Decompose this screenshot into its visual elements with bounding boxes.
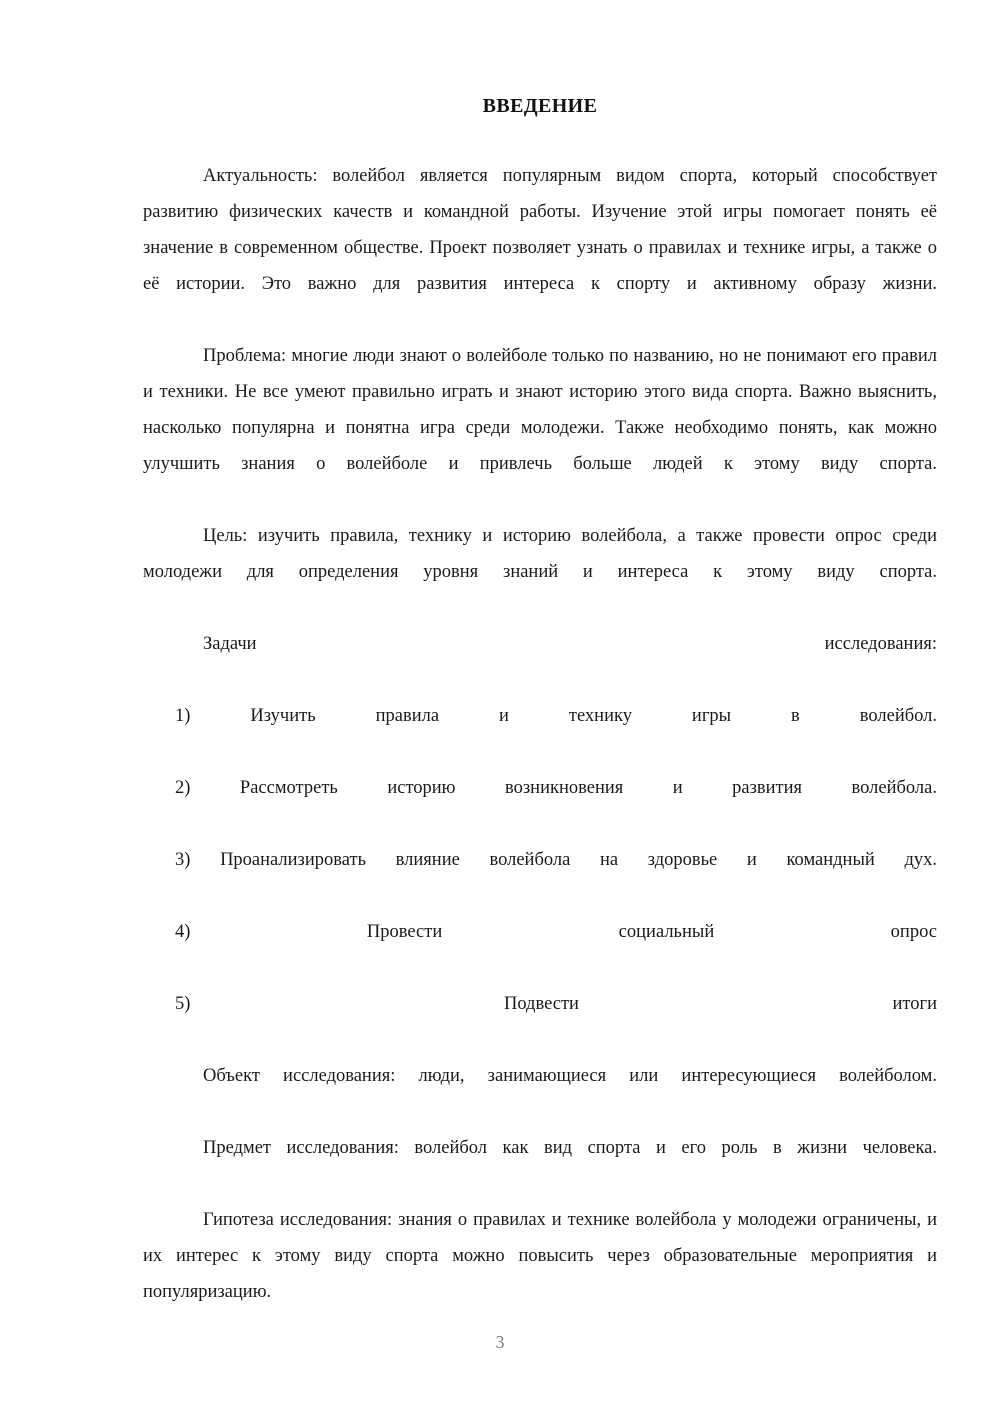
paragraph-actuality: Актуальность: волейбол является популярным видом спорта, который способствует развитию физических качеств и командной работы. Изучение этой игры помогает понять её значение в современном обществе. Проект позволяет узнать о правилах и технике игры, а также о её истории. Это важно для развития интереса к спорту и активному образу жизни. xyxy=(143,166,937,294)
paragraph-hypothesis: Гипотеза исследования: знания о правилах и технике волейбола у молодежи ограничены, и их интерес к этому виду спорта можно повысить через образовательные мероприятия и популяризацию. xyxy=(143,1210,937,1302)
list-item: 1) Изучить правила и технику игры в волейбол. xyxy=(175,706,937,726)
paragraph-goal: Цель: изучить правила, технику и историю волейбола, а также провести опрос среди молодежи для определения уровня знаний и интереса к этому виду спорта. xyxy=(143,526,937,582)
list-item: 2) Рассмотреть историю возникновения и развития волейбола. xyxy=(175,778,937,798)
list-item: 4) Провести социальный опрос xyxy=(175,922,937,942)
page-number: 3 xyxy=(495,1332,505,1352)
paragraph-subject: Предмет исследования: волейбол как вид спорта и его роль в жизни человека. xyxy=(203,1138,937,1158)
tasks-heading: Задачи исследования: xyxy=(203,634,937,654)
page-title: ВВЕДЕНИЕ xyxy=(482,95,598,117)
document-body xyxy=(143,88,937,1346)
list-item: 5) Подвести итоги xyxy=(175,994,937,1014)
paragraph-problem: Проблема: многие люди знают о волейболе только по названию, но не понимают его правил и техники. Не все умеют правильно играть и знают историю этого вида спорта. Важно выяснить, насколько популярна и понятна игра среди молодежи. Также необходимо понять, как можно улучшить знания о волейболе и привлечь больше людей к этому виду спорта. xyxy=(143,346,937,474)
paragraph-object: Объект исследования: люди, занимающиеся или интересующиеся волейболом. xyxy=(203,1066,937,1086)
list-item: 3) Проанализировать влияние волейбола на здоровье и командный дух. xyxy=(175,850,937,870)
